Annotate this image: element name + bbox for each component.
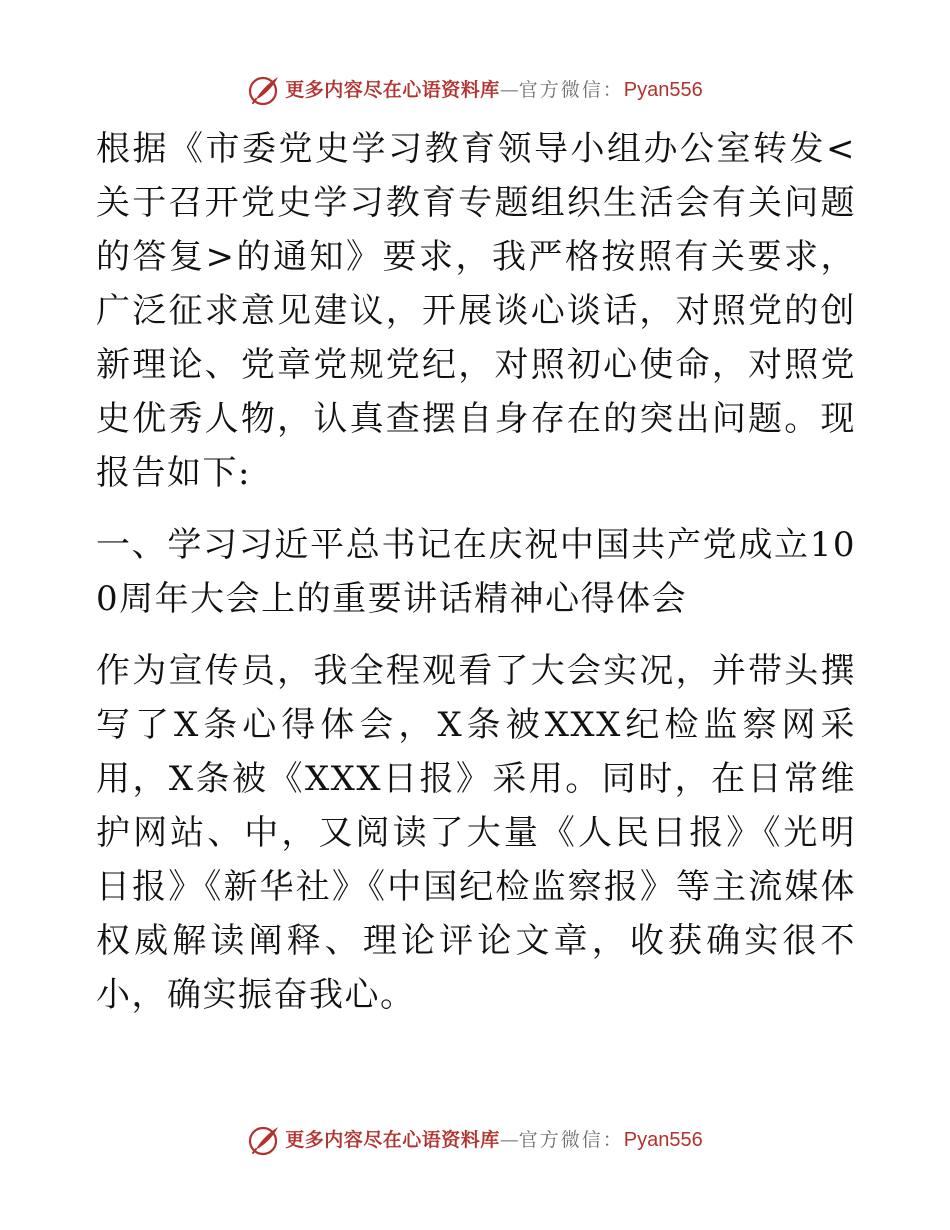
banner-separator: — [499,1129,519,1151]
wechat-label: 官方微信： [518,1129,624,1151]
header-banner-text [285,78,703,102]
wechat-label: 官方微信： [518,79,624,101]
brand-text: 更多内容尽在心语资料库 [285,1129,500,1151]
wechat-id: Pyan556 [623,1129,703,1151]
footer-watermark-banner [0,1118,950,1162]
brand-text: 更多内容尽在心语资料库 [285,79,500,101]
quill-logo-icon [247,73,281,107]
section-heading: 一、学习习近平总书记在庆祝中国共产党成立100周年大会上的重要讲话精神心得体会 [96,525,856,619]
header-watermark-banner [0,68,950,112]
body-paragraph: 作为宣传员，我全程观看了大会实况，并带头撰写了X条心得体会，X条被XXX纪检监察网采用，X条被《XXX日报》采用。同时，在日常维护网站、中，又阅读了大量《人民日报》《光明日报》《新华社》《中国纪检监察报》等主流媒体权威解读阐释、理论评论文章，收获确实很不小，确实振奋我心。 [96,651,856,1015]
intro-paragraph: 根据《市委党史学习教育领导小组办公室转发<关于召开党史学习教育专题组织生活会有关问题的答复>的通知》要求，我严格按照有关要求，广泛征求意见建议，开展谈心谈话，对照党的创新理论、党章党规党纪，对照初心使命，对照党史优秀人物，认真查摆自身存在的突出问题。现报告如下: [96,129,856,493]
footer-banner-text [285,1128,703,1152]
banner-separator: — [499,79,519,101]
document-body [96,122,856,1022]
quill-logo-icon [247,1123,281,1157]
wechat-id: Pyan556 [623,79,703,101]
